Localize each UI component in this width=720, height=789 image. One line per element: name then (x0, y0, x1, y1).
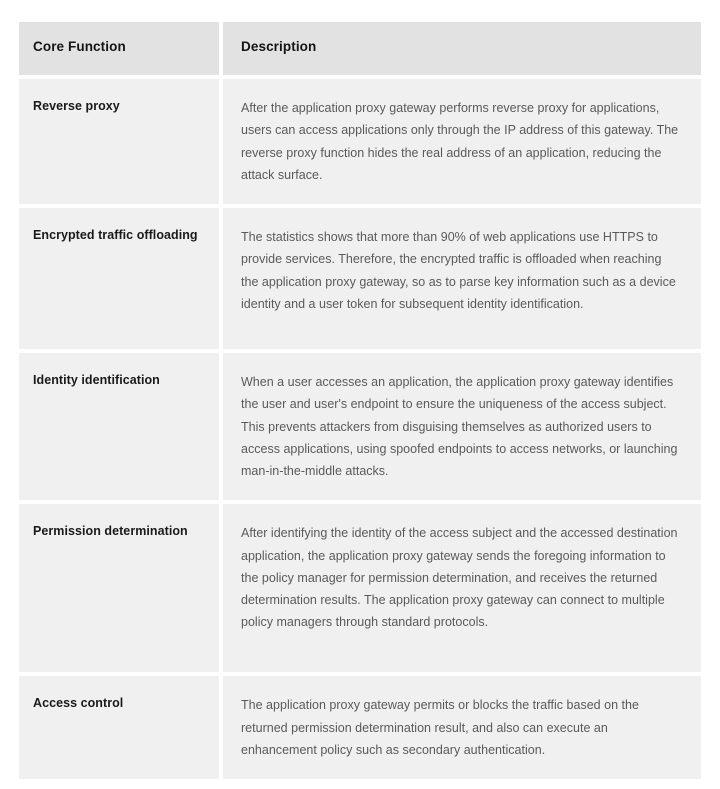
cell-core-function (19, 504, 219, 672)
table-row (19, 676, 701, 779)
cell-core-function (19, 676, 219, 779)
table-row (19, 208, 701, 349)
cell-core-function (19, 79, 219, 204)
core-function-label: Permission determination (33, 524, 188, 539)
core-function-label: Access control (33, 696, 124, 711)
table-row (19, 504, 701, 672)
core-function-label: Reverse proxy (33, 99, 120, 113)
cell-description (223, 353, 701, 500)
core-function-label: Identity identification (33, 373, 160, 387)
description-text: After the application proxy gateway performs reverse proxy for applications, users can access applications only through the IP address of this gateway. The reverse proxy function hides the real address of an application, reducing the attack surface. (241, 101, 679, 182)
table-row (19, 353, 701, 500)
core-function-table (19, 22, 701, 779)
column-header-label-core-function: Core Function (33, 39, 126, 54)
table-row (19, 79, 701, 204)
cell-description (223, 676, 701, 779)
header-cell-core-function (19, 22, 219, 75)
description-text: When a user accesses an application, the application proxy gateway identifies the user and user's endpoint to ensure the uniqueness of the access subject. This prevents attackers from disguising themselves as authorized users to access applications, using spoofed endpoints to access networks, or launching man-in-the-middle attacks. (241, 375, 678, 478)
description-text: After identifying the identity of the access subject and the accessed destination application, the application proxy gateway sends the foregoing information to the policy manager for permission determination, and receives the returned determination results. The application proxy gateway can connect to multiple policy managers through standard protocols. (241, 526, 678, 630)
cell-description (223, 208, 701, 349)
cell-description (223, 504, 701, 672)
cell-description (223, 79, 701, 204)
column-header-label-description: Description (241, 39, 317, 54)
description-text: The application proxy gateway permits or blocks the traffic based on the returned permission determination result, and also can execute an enhancement policy such as secondary authentication. (241, 698, 639, 757)
description-text: The statistics shows that more than 90% of web applications use HTTPS to provide services. Therefore, the encrypted traffic is offloaded when reaching the application proxy gateway, so as to parse key information such as a device identity and a user token for subsequent identity identification. (241, 230, 676, 311)
cell-core-function (19, 353, 219, 500)
table-header-row (19, 22, 701, 75)
core-function-label: Encrypted traffic offloading (33, 228, 198, 242)
cell-core-function (19, 208, 219, 349)
header-cell-description (223, 22, 701, 75)
